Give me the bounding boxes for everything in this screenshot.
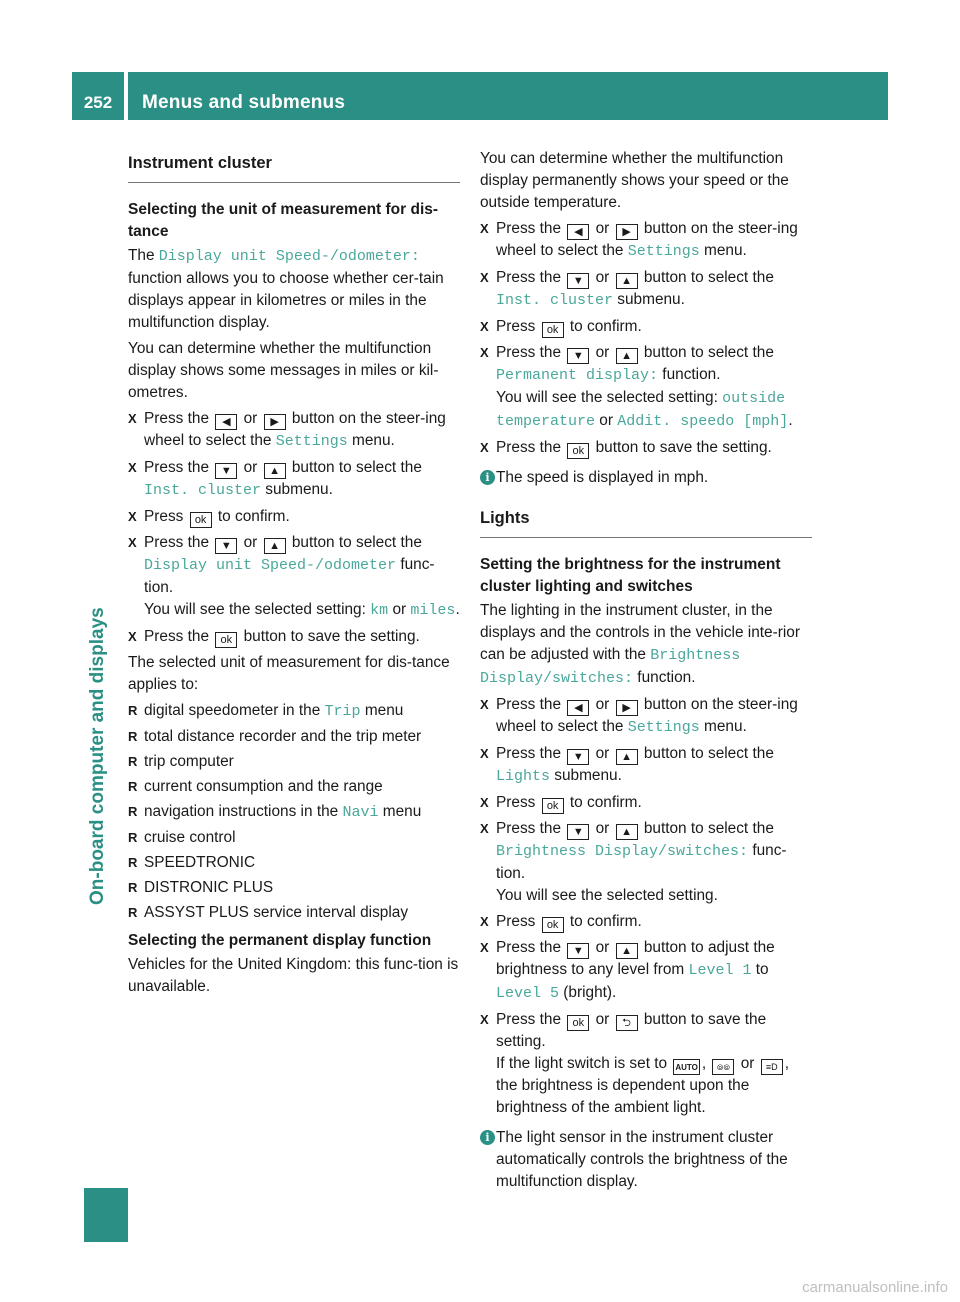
paragraph: You can determine whether the multifunction display permanently shows your speed or the outside temperature. (480, 150, 789, 211)
ok-button-icon: ok (542, 322, 564, 338)
down-button-icon: ▼ (567, 943, 589, 959)
menu-code: Trip (324, 703, 361, 720)
up-button-icon: ▲ (264, 538, 286, 554)
list-item: R trip computer (128, 751, 460, 773)
step: X Press the ▼ or ▲ button to select the Inst. cluster submenu. (128, 459, 422, 499)
step-arrow-icon: X (128, 509, 137, 524)
menu-code: Level 1 (688, 962, 752, 979)
left-button-icon: ◀ (567, 700, 589, 716)
menu-code: Settings (627, 719, 700, 736)
step: X Press the ▼ or ▲ button to select the Permanent display: function. You will see the selected setting: outside temperature or Addit. speedo [mph]. (480, 344, 793, 430)
up-button-icon: ▲ (264, 463, 286, 479)
right-button-icon: ▶ (264, 414, 286, 430)
step-arrow-icon: X (480, 1012, 489, 1027)
bullet-icon: R (128, 880, 138, 895)
step: X Press ok to confirm. (480, 318, 642, 336)
section-title-instrument-cluster: Instrument cluster (128, 152, 460, 183)
step: X Press ok to confirm. (480, 913, 642, 931)
menu-code: Lights (496, 768, 551, 785)
menu-code: miles (410, 602, 456, 619)
step: X Press ok to confirm. (128, 508, 290, 526)
right-button-icon: ▶ (616, 224, 638, 240)
bullet-icon: R (128, 729, 138, 744)
down-button-icon: ▼ (215, 463, 237, 479)
step: X Press the ok button to save the setting. (128, 628, 420, 646)
list-item: R cruise control (128, 827, 460, 849)
info-icon: i (480, 1130, 495, 1145)
ok-button-icon: ok (567, 1015, 589, 1031)
ok-button-icon: ok (215, 632, 237, 648)
step-arrow-icon: X (480, 319, 489, 334)
paragraph: Vehicles for the United Kingdom: this func-tion is unavailable. (128, 956, 459, 995)
menu-code: Display unit Speed-/odometer: (158, 248, 420, 265)
list-item: R total distance recorder and the trip meter (128, 726, 460, 748)
step: X Press the ▼ or ▲ button to select the Inst. cluster submenu. (480, 269, 774, 309)
subsection-title-unit: Selecting the unit of measurement for dis-tance (128, 201, 439, 240)
menu-code: Navi (342, 804, 379, 821)
down-button-icon: ▼ (567, 749, 589, 765)
page-number: 252 (83, 93, 113, 112)
bullet-icon: R (128, 830, 138, 845)
step: X Press the ◀ or ▶ button on the steer-ing wheel to select the Settings menu. (480, 220, 798, 260)
page-header (72, 72, 888, 120)
ok-button-icon: ok (190, 512, 212, 528)
list-item: R navigation instructions in the Navi menu (128, 803, 422, 821)
up-button-icon: ▲ (616, 273, 638, 289)
step-arrow-icon: X (480, 940, 489, 955)
step: X Press ok to confirm. (480, 794, 642, 812)
left-column (128, 148, 460, 1002)
menu-code: Settings (627, 243, 700, 260)
list-item: R current consumption and the range (128, 776, 460, 798)
page-title: Menus and submenus (142, 92, 346, 113)
down-button-icon: ▼ (567, 273, 589, 289)
list-item: R DISTRONIC PLUS (128, 877, 460, 899)
step: X Press the ok or ⮌ button to save the setting. If the light switch is set to AUTO , ⦾⦾ or ≡D , the brightness is dependent upon the brightness of the ambient light. (480, 1011, 789, 1116)
subsection-title-permanent: Selecting the permanent display function (128, 932, 432, 949)
header-divider (124, 72, 128, 120)
menu-code: Inst. cluster (496, 292, 614, 309)
chapter-side-label: On-board computer and displays (87, 607, 108, 905)
menu-code: Brightness Display/switches: (496, 843, 749, 860)
parking-light-icon: ⦾⦾ (712, 1059, 734, 1075)
paragraph: The lighting in the instrument cluster, in the displays and the controls in the vehicle inte-rior can be adjusted with the Brightness Display/switches: function. (480, 602, 800, 687)
step-arrow-icon: X (128, 460, 137, 475)
step-arrow-icon: X (128, 535, 137, 550)
back-button-icon: ⮌ (616, 1015, 638, 1031)
bullet-icon: R (128, 905, 138, 920)
step: X Press the ◀ or ▶ button on the steer-ing wheel to select the Settings menu. (128, 410, 446, 450)
bullet-icon: R (128, 703, 138, 718)
bullet-icon: R (128, 754, 138, 769)
section-title-lights: Lights (480, 507, 812, 538)
menu-code: Settings (275, 433, 348, 450)
right-column (480, 148, 812, 1197)
step-arrow-icon: X (480, 795, 489, 810)
low-beam-icon: ≡D (761, 1059, 783, 1075)
bullet-icon: R (128, 779, 138, 794)
paragraph: The selected unit of measurement for dis-tance applies to: (128, 654, 450, 693)
menu-code: Permanent display: (496, 367, 659, 384)
menu-code: km (370, 602, 389, 619)
up-button-icon: ▲ (616, 348, 638, 364)
menu-code: outside temperature (496, 390, 786, 430)
down-button-icon: ▼ (567, 348, 589, 364)
list-item: R SPEEDTRONIC (128, 852, 460, 874)
list-item: R ASSYST PLUS service interval display (128, 902, 460, 924)
watermark: carmanualsonline.info (802, 1279, 948, 1296)
step-arrow-icon: X (480, 270, 489, 285)
left-button-icon: ◀ (215, 414, 237, 430)
right-button-icon: ▶ (616, 700, 638, 716)
step-arrow-icon: X (480, 221, 489, 236)
info-icon: i (480, 470, 495, 485)
menu-code: Inst. cluster (144, 482, 262, 499)
up-button-icon: ▲ (616, 943, 638, 959)
step-arrow-icon: X (128, 411, 137, 426)
step-arrow-icon: X (480, 345, 489, 360)
ok-button-icon: ok (542, 798, 564, 814)
info-note: i The speed is displayed in mph. (480, 467, 812, 489)
down-button-icon: ▼ (215, 538, 237, 554)
paragraph: The Display unit Speed-/odometer: function allows you to choose whether cer-tain displays appear in kilometres or miles in the multifunction display. (128, 247, 444, 331)
left-button-icon: ◀ (567, 224, 589, 240)
info-note: i The light sensor in the instrument cluster automatically controls the brightness of the multifunction display. (480, 1127, 812, 1193)
bullet-icon: R (128, 855, 138, 870)
step: X Press the ▼ or ▲ button to adjust the brightness to any level from Level 1 to Level 5 (bright). (480, 939, 775, 1002)
ok-button-icon: ok (567, 443, 589, 459)
step: X Press the ▼ or ▲ button to select the Lights submenu. (480, 745, 774, 785)
up-button-icon: ▲ (616, 749, 638, 765)
menu-code: Addit. speedo [mph] (617, 413, 789, 430)
auto-light-icon: AUTO (673, 1059, 700, 1075)
up-button-icon: ▲ (616, 824, 638, 840)
chapter-marker-block (84, 1188, 128, 1242)
bullet-icon: R (128, 804, 138, 819)
step: X Press the ▼ or ▲ button to select the Display unit Speed-/odometer func-tion. You will see the selected setting: km or miles. (128, 534, 460, 619)
ok-button-icon: ok (542, 917, 564, 933)
menu-code: Level 5 (496, 985, 560, 1002)
step-arrow-icon: X (480, 697, 489, 712)
step-arrow-icon: X (480, 821, 489, 836)
step: X Press the ok button to save the setting. (480, 439, 772, 457)
step-arrow-icon: X (480, 746, 489, 761)
subsection-title-brightness: Setting the brightness for the instrument cluster lighting and switches (480, 556, 781, 595)
down-button-icon: ▼ (567, 824, 589, 840)
step: X Press the ◀ or ▶ button on the steer-ing wheel to select the Settings menu. (480, 696, 798, 736)
step-arrow-icon: X (128, 629, 137, 644)
step-arrow-icon: X (480, 914, 489, 929)
menu-code: Display unit Speed-/odometer (144, 557, 397, 574)
step: X Press the ▼ or ▲ button to select the Brightness Display/switches: func-tion. You will see the selected setting. (480, 820, 787, 904)
step-arrow-icon: X (480, 440, 489, 455)
list-item: R digital speedometer in the Trip menu (128, 702, 404, 720)
menu-code: Brightness Display/switches: (480, 647, 741, 687)
paragraph: You can determine whether the multifunction display shows some messages in miles or kil-ometres. (128, 340, 439, 401)
